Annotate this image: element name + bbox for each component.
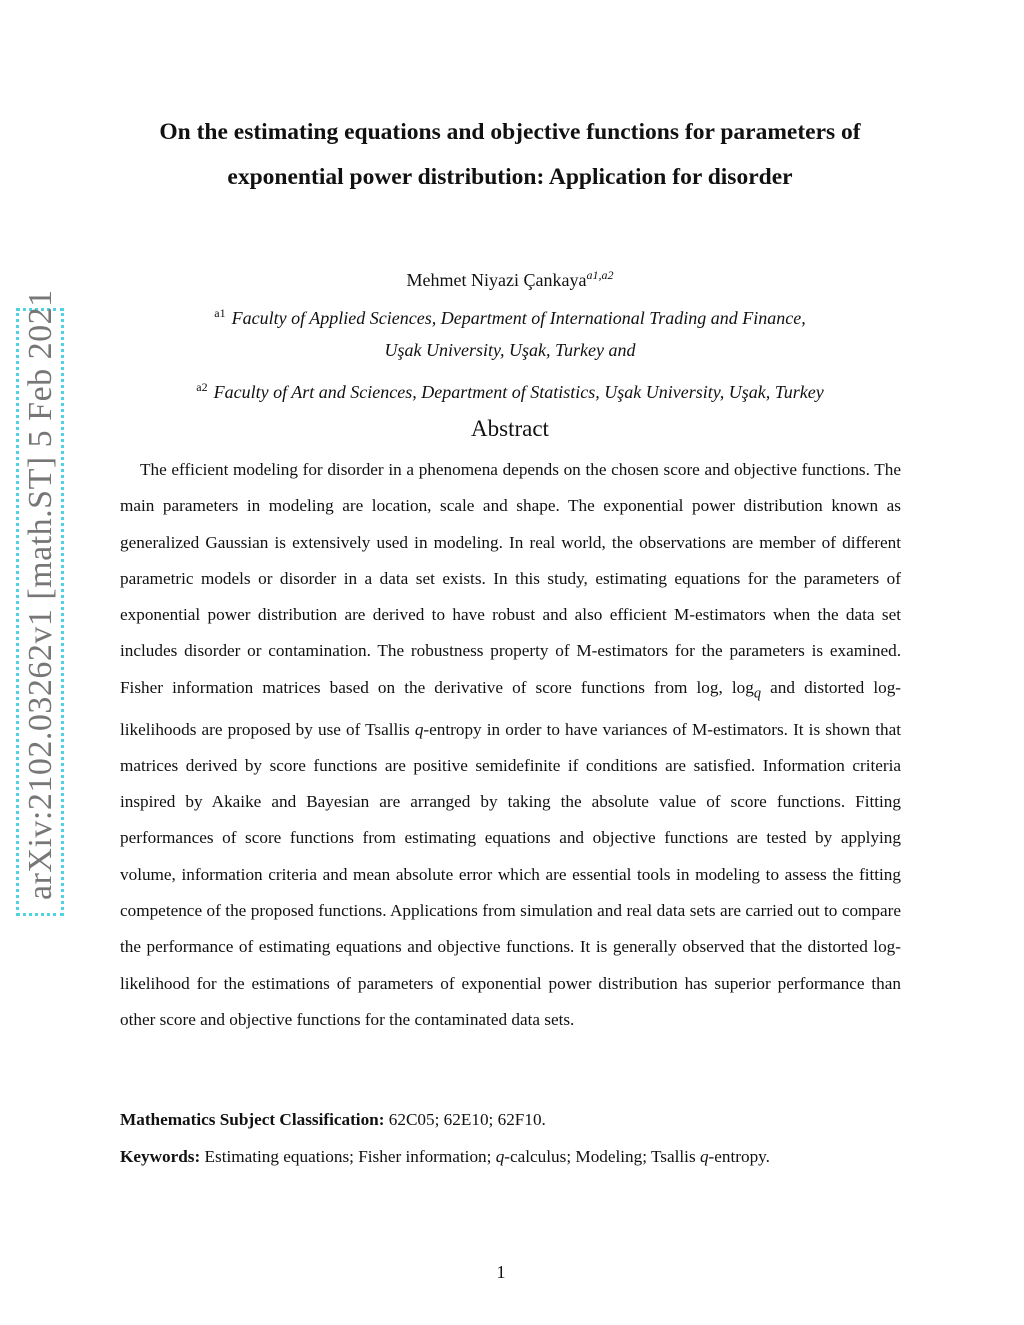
affiliation-1-line2: Uşak University, Uşak, Turkey and	[384, 340, 636, 360]
affiliation-2	[110, 374, 910, 405]
keywords-label: Keywords:	[120, 1147, 201, 1166]
logq-subscript: q	[753, 685, 762, 702]
abstract-body	[120, 452, 901, 1038]
page-number: 1	[496, 1262, 506, 1282]
author-affiliation-marks: a1,a2	[586, 268, 614, 282]
keywords-line	[120, 1144, 901, 1170]
keywords-text-2: -calculus; Modeling; Tsallis	[504, 1147, 700, 1166]
author-name: Mehmet Niyazi Çankaya	[406, 270, 587, 290]
q-symbol: q	[699, 1147, 709, 1166]
affiliation-2-line1: Faculty of Art and Sciences, Department of Statistics, Uşak University, Uşak, Turkey	[213, 382, 824, 402]
author-line	[120, 262, 900, 293]
keywords-text-3: -entropy.	[708, 1147, 770, 1166]
msc-line	[120, 1107, 901, 1133]
affiliation-1-mark: a1	[214, 306, 226, 320]
q-symbol: q	[495, 1147, 505, 1166]
msc-value: 62C05; 62E10; 62F10.	[384, 1110, 546, 1129]
abstract-text-2: and distorted log-likelihoods are proposed by use of Tsallis	[120, 677, 902, 739]
affiliation-2-mark: a2	[196, 380, 208, 394]
abstract-text-3: -entropy in order to have variances of M-estimators. It is shown that matrices derived by score functions are positive semidefinite if conditions are satisfied. Information criteria inspired by Akaike and Bayesian are arranged by taking the absolute value of score functions. Fitting performances of score functions from estimating equations and objective functions are tested by applying volume, information criteria and mean absolute error which are essential tools in modeling to assess the fitting competence of the proposed functions. Applications from simulation and real data sets are carried out to compare the performance of estimating equations and objective functions. It is generally observed that the distorted log-likelihood for the estimations of parameters of exponential power distribution has superior performance than other score and objective functions for the contaminated data sets.	[120, 719, 901, 1029]
paper-title: On the estimating equations and objective functions for parameters of exponential power distribution: Application for disorder	[159, 119, 861, 190]
affiliation-1-line1: Faculty of Applied Sciences, Department of International Trading and Finance,	[231, 308, 806, 328]
affiliation-1-continued	[110, 337, 910, 363]
q-symbol: q	[414, 719, 424, 739]
arxiv-identifier: arXiv:2102.03262v1 [math.ST] 5 Feb 2021	[22, 289, 59, 900]
affiliation-1	[110, 300, 910, 331]
abstract-text-1: The efficient modeling for disorder in a phenomena depends on the chosen score and objective functions. The main parameters in modeling are location, scale and shape. The exponential power distribution known as generalized Gaussian is extensively used in modeling. In real world, the observations are member of different parametric models or disorder in a data set exists. In this study, estimating equations for the parameters of exponential power distribution are derived to have robust and also efficient M-estimators when the data set includes disorder or contamination. The robustness property of M-estimators for the parameters is examined. Fisher information matrices based on the derivative of score functions from log, log	[120, 460, 901, 697]
keywords-text-1: Estimating equations; Fisher information;	[200, 1147, 496, 1166]
msc-label: Mathematics Subject Classification:	[120, 1110, 385, 1129]
abstract-heading: Abstract	[471, 416, 549, 441]
